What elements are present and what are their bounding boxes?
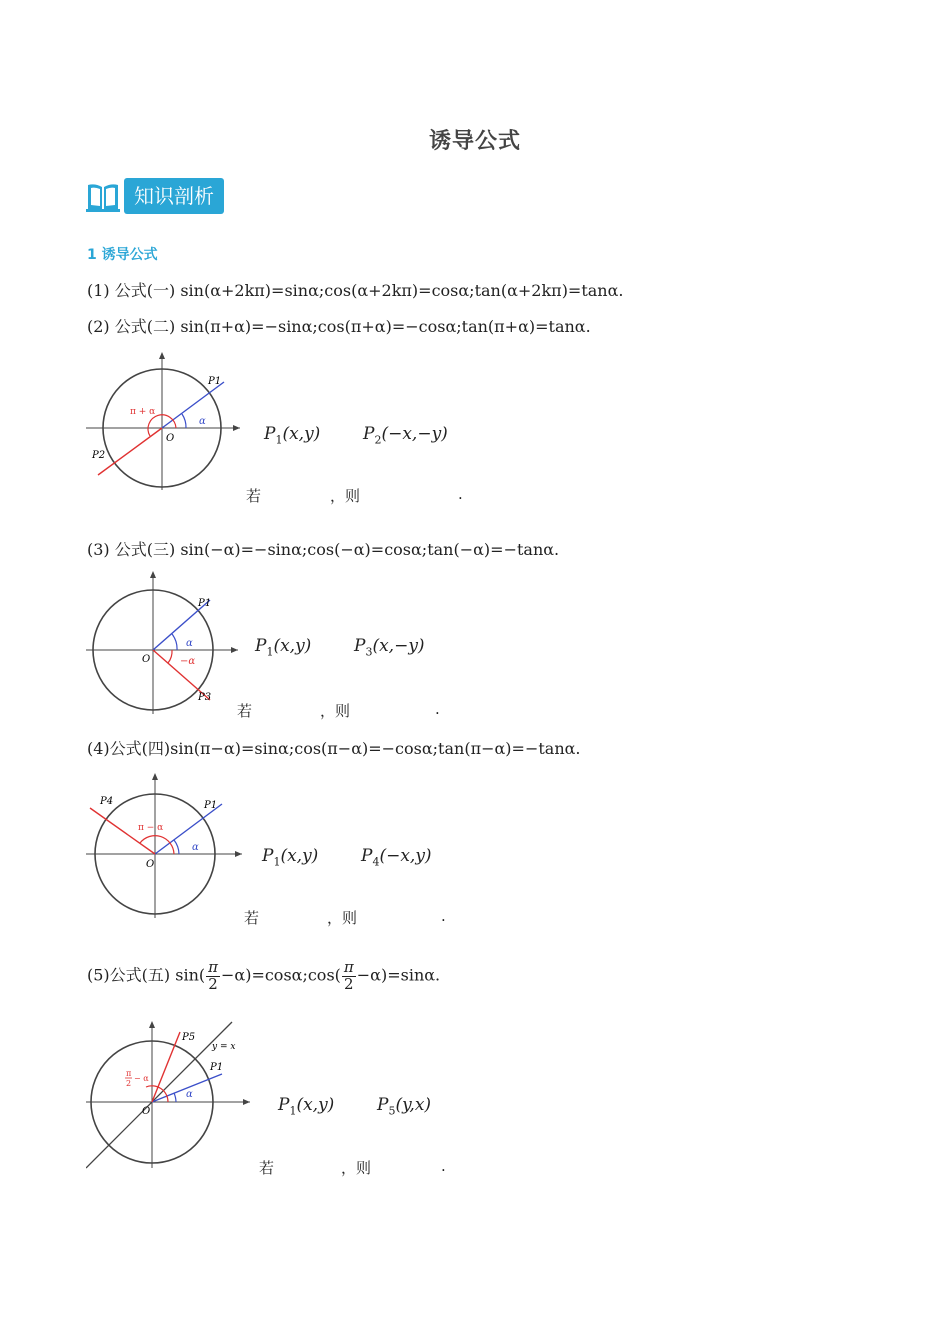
origin-label: O	[142, 654, 151, 665]
point-p1-label: P1	[208, 376, 222, 387]
point-p1-label: P1	[198, 598, 212, 609]
diagram-formula-5	[86, 1018, 256, 1173]
formula-2: (2) 公式(二) sin(π+α)=−sinα;cos(π+α)=−cosα;tan(π+α)=tanα.	[87, 317, 591, 336]
angle-pi-plus-alpha-label: π + α	[130, 407, 156, 417]
blank-ruo-2: 若	[237, 702, 253, 720]
point-p1-coords: $P_1(x,y)$	[255, 636, 312, 659]
angle-half-pi-minus-alpha-label	[125, 1069, 149, 1088]
line-y-eq-x-label: y = x	[212, 1042, 236, 1052]
blank-ze-2: ，则	[320, 702, 351, 720]
angle-alpha-label: α	[186, 1089, 193, 1100]
point-p3-coords: $P_3(x,-y)$	[354, 636, 425, 659]
angle-alpha-label: α	[199, 416, 206, 427]
blank-ze-3: ，则	[327, 909, 358, 927]
formula-5: (5)公式(五) sin( $\frac{\pi}{2}$ −α)=cosα;cos( $\frac{\pi}{2}$ −α)=sinα.	[87, 958, 441, 993]
formula-4: (4)公式(四)sin(π−α)=sinα;cos(π−α)=−cosα;tan(π−α)=−tanα.	[87, 739, 581, 758]
diagram-formula-4	[86, 770, 246, 920]
point-p1-coords: $P_1(x,y)$	[264, 424, 321, 447]
blank-ze-1: ，则	[330, 487, 361, 505]
point-p4-coords: $P_4(-x,y)$	[361, 846, 432, 869]
diagram-formula-3	[86, 568, 246, 718]
point-p1-coords: $P_1(x,y)$	[278, 1095, 335, 1118]
point-p5-label: P5	[182, 1032, 196, 1043]
point-p2-coords: $P_2(-x,-y)$	[363, 424, 448, 447]
point-p1-label: P1	[204, 800, 218, 811]
page-title: 诱导公式	[428, 129, 521, 154]
blank-end-4: .	[441, 1157, 446, 1175]
blank-end-2: .	[435, 700, 440, 718]
origin-label: O	[146, 859, 155, 870]
blank-ruo-4: 若	[259, 1159, 275, 1177]
origin-label: O	[142, 1106, 151, 1117]
formula-1: (1) 公式(一) sin(α+2kπ)=sinα;cos(α+2kπ)=cosα;tan(α+2kπ)=tanα.	[87, 281, 624, 300]
svg-text:− α: − α	[134, 1074, 149, 1083]
point-p4-label: P4	[100, 796, 114, 807]
blank-end-1: .	[458, 485, 463, 503]
diagram-formula-2	[86, 348, 256, 493]
angle-neg-alpha-label: −α	[180, 656, 196, 667]
point-p2-label: P2	[92, 450, 106, 461]
point-p1-coords: $P_1(x,y)$	[262, 846, 319, 869]
point-p1-label: P1	[210, 1062, 224, 1073]
svg-text:2: 2	[126, 1079, 132, 1088]
point-p3-label: P3	[198, 692, 212, 703]
open-book-icon	[86, 179, 120, 213]
origin-label: O	[166, 433, 175, 444]
svg-text:π: π	[126, 1069, 132, 1078]
fraction-pi-over-2: $\frac{\pi}{2}$	[208, 958, 218, 993]
section-banner	[86, 178, 224, 214]
formula-3: (3) 公式(三) sin(−α)=−sinα;cos(−α)=cosα;tan(−α)=−tanα.	[87, 540, 560, 559]
section-heading: 1 诱导公式	[87, 247, 158, 263]
banner-label: 知识剖析	[124, 178, 224, 214]
blank-end-3: .	[441, 907, 446, 925]
point-p5-coords: $P_5(y,x)$	[377, 1095, 432, 1118]
angle-alpha-label: α	[192, 842, 199, 853]
blank-ruo-1: 若	[246, 487, 262, 505]
angle-pi-minus-alpha-label: π − α	[138, 823, 164, 833]
angle-alpha-label: α	[186, 638, 193, 649]
blank-ze-4: ，则	[341, 1159, 372, 1177]
blank-ruo-3: 若	[244, 909, 260, 927]
fraction-pi-over-2: $\frac{\pi}{2}$	[343, 958, 354, 993]
